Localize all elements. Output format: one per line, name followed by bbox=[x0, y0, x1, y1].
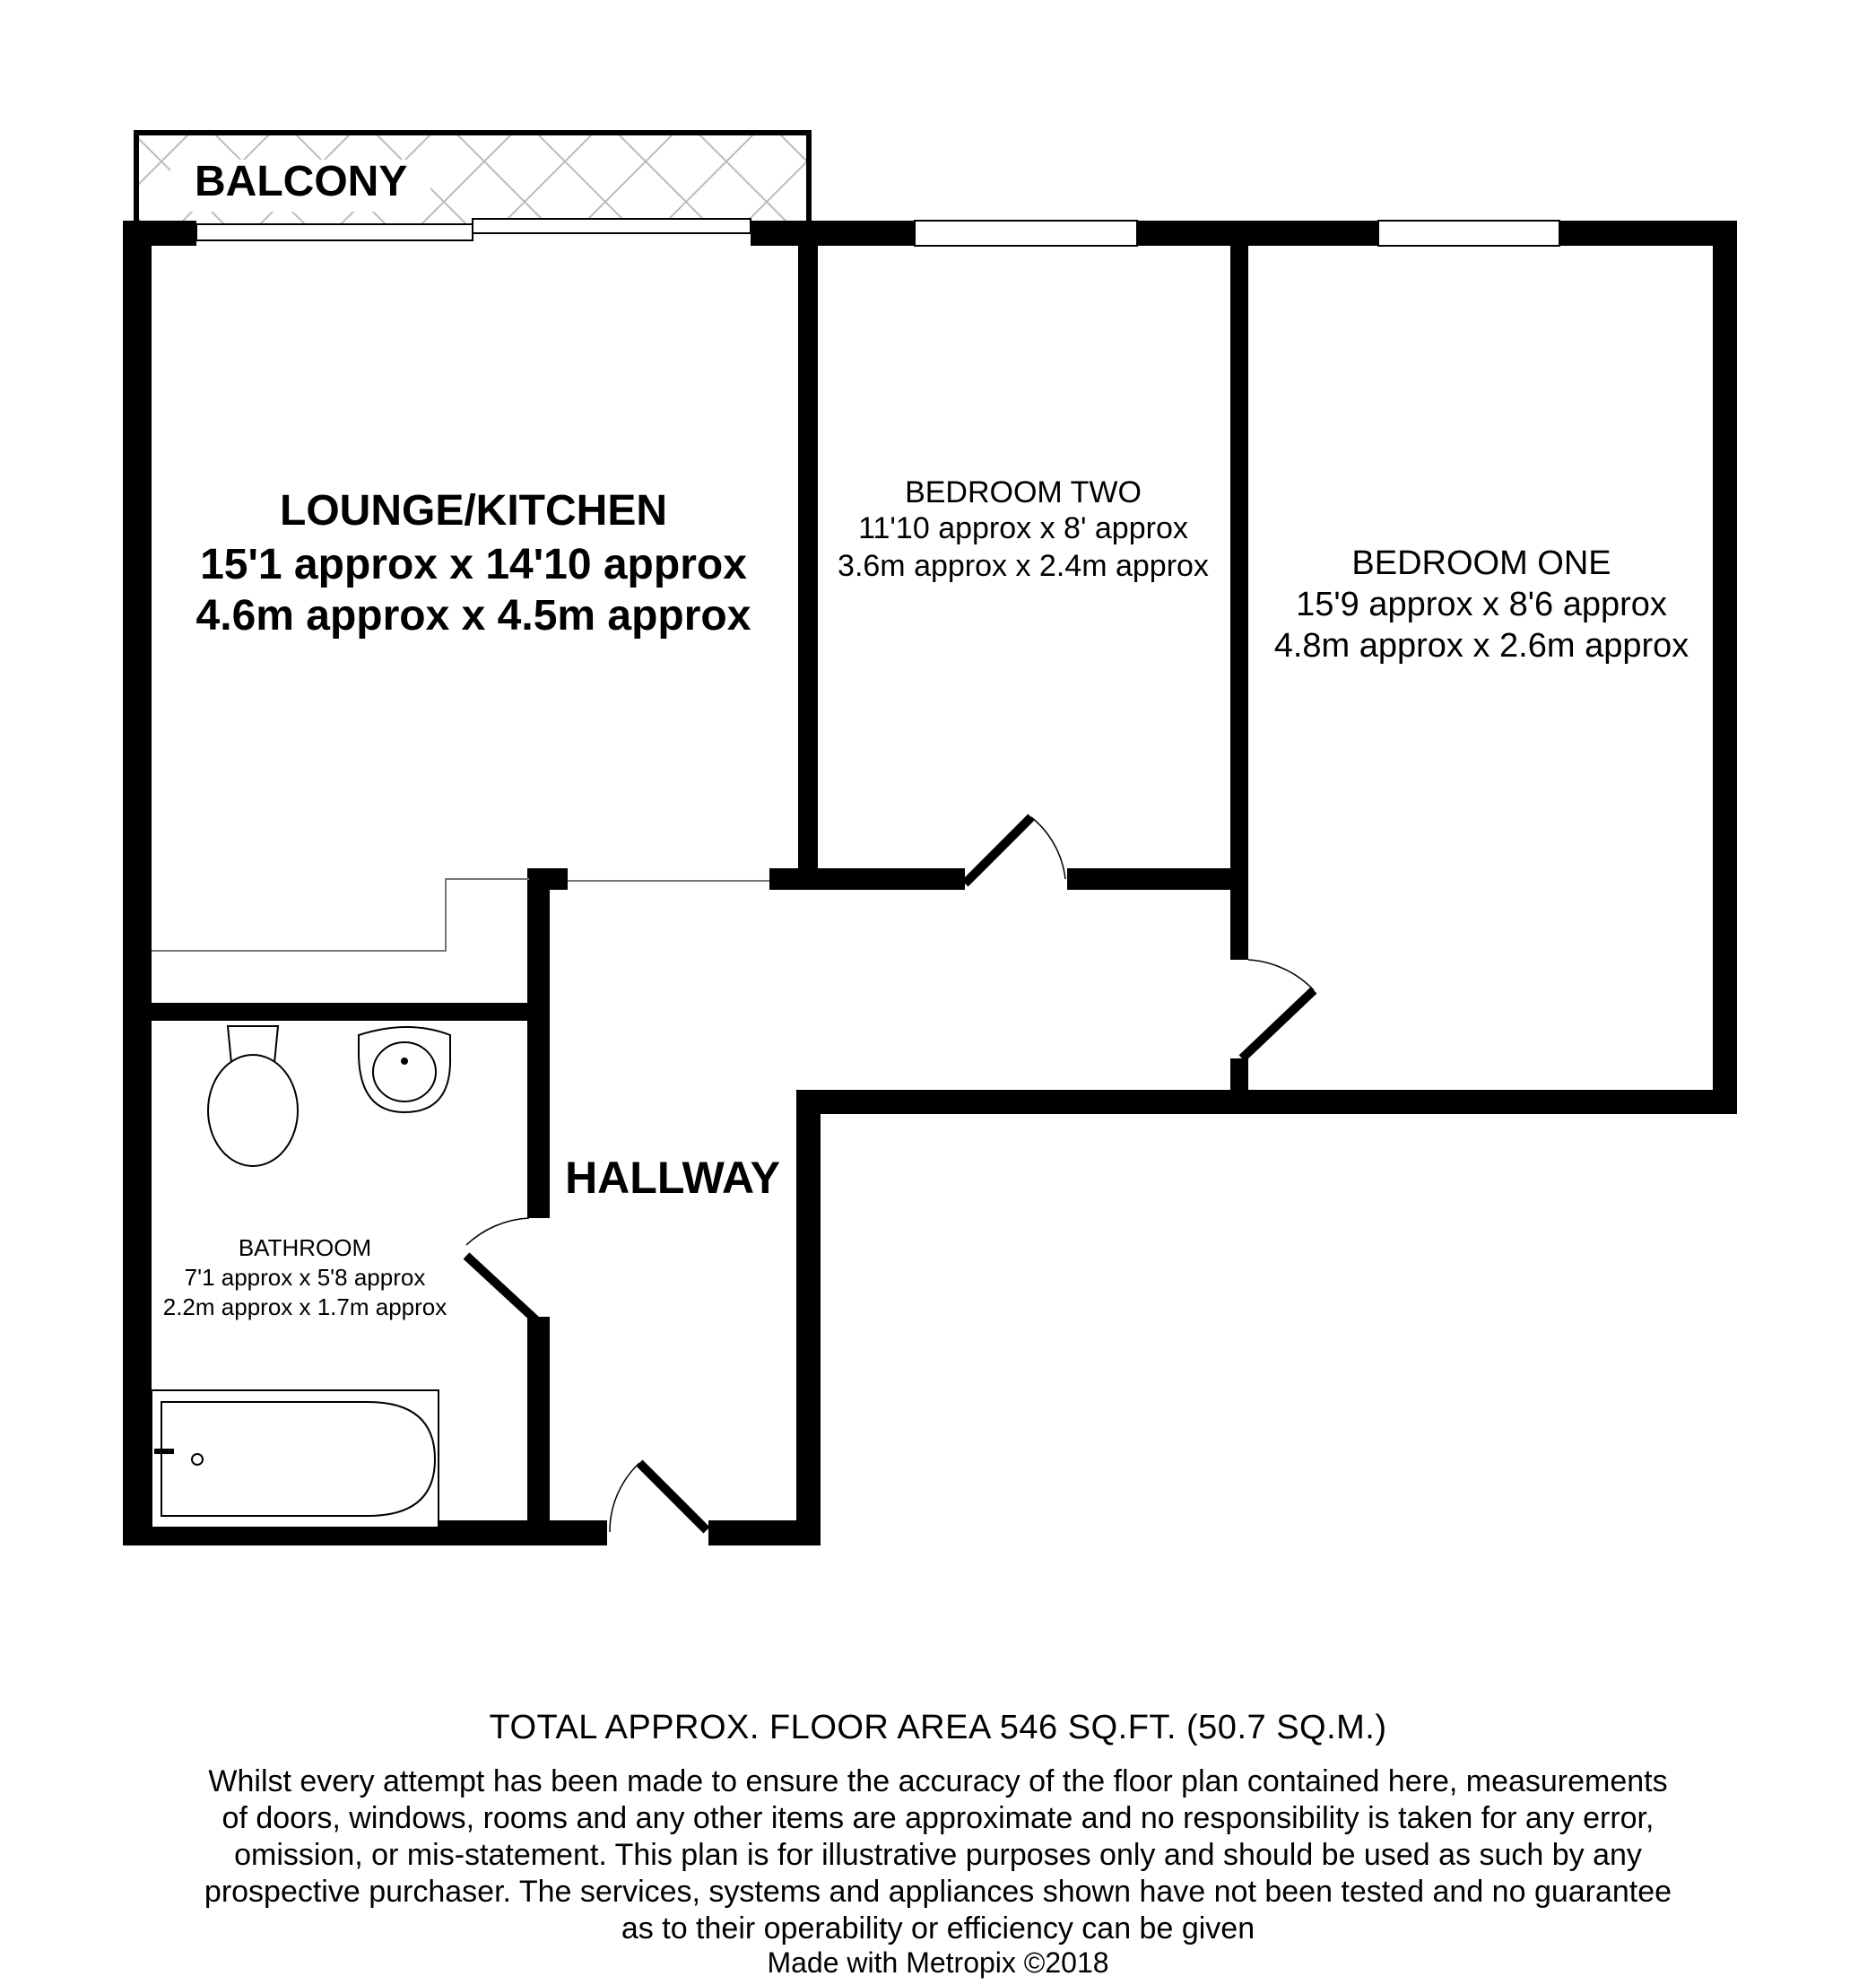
lounge-kitchen-name: LOUNGE/KITCHEN bbox=[280, 487, 667, 535]
bathtub-icon bbox=[152, 1390, 439, 1528]
bathroom-label bbox=[163, 1234, 447, 1320]
bedroom-one-metric: 4.8m approx x 2.6m approx bbox=[1273, 627, 1689, 665]
disclaimer-line: omission, or mis-statement. This plan is for illustrative purposes only and should be used as such by any bbox=[234, 1838, 1642, 1872]
disclaimer bbox=[0, 1763, 1876, 1947]
balcony-label: BALCONY bbox=[195, 158, 408, 205]
disclaimer-line: of doors, windows, rooms and any other items are approximate and no responsibility is taken for any error, bbox=[221, 1801, 1655, 1835]
disclaimer-line: as to their operability or efficiency can be given bbox=[621, 1911, 1255, 1946]
walls bbox=[123, 221, 1737, 1545]
hallway-label: HALLWAY bbox=[565, 1153, 780, 1203]
bathroom-imperial: 7'1 approx x 5'8 approx bbox=[184, 1264, 426, 1291]
bedroom-one-label bbox=[1274, 544, 1689, 665]
bathroom-name: BATHROOM bbox=[238, 1234, 372, 1261]
disclaimer-line: prospective purchaser. The services, systems and appliances shown have not been tested and no guarantee bbox=[204, 1875, 1672, 1909]
disclaimer-line: Whilst every attempt has been made to ensure the accuracy of the floor plan contained here, measurements bbox=[208, 1764, 1668, 1798]
bedroom-two-metric: 3.6m approx x 2.4m approx bbox=[838, 549, 1209, 583]
lounge-kitchen-metric: 4.6m approx x 4.5m approx bbox=[195, 592, 751, 640]
bedroom-two-label bbox=[838, 475, 1209, 583]
bedroom-two-name: BEDROOM TWO bbox=[905, 475, 1142, 509]
bedroom-one-name: BEDROOM ONE bbox=[1351, 544, 1611, 582]
toilet-icon bbox=[208, 1026, 298, 1166]
lounge-kitchen-label bbox=[196, 487, 751, 640]
bedroom-two-imperial: 11'10 approx x 8' approx bbox=[858, 511, 1188, 545]
kitchen-outline bbox=[152, 879, 769, 951]
sink-icon bbox=[359, 1027, 450, 1112]
total-floor-area: TOTAL APPROX. FLOOR AREA 546 SQ.FT. (50.7 SQ.M.) bbox=[489, 1709, 1387, 1746]
bathroom-metric: 2.2m approx x 1.7m approx bbox=[162, 1293, 447, 1320]
bedroom-one-imperial: 15'9 approx x 8'6 approx bbox=[1296, 586, 1667, 623]
lounge-kitchen-imperial: 15'1 approx x 14'10 approx bbox=[200, 541, 747, 588]
credit-line: Made with Metropix ©2018 bbox=[767, 1946, 1109, 1979]
